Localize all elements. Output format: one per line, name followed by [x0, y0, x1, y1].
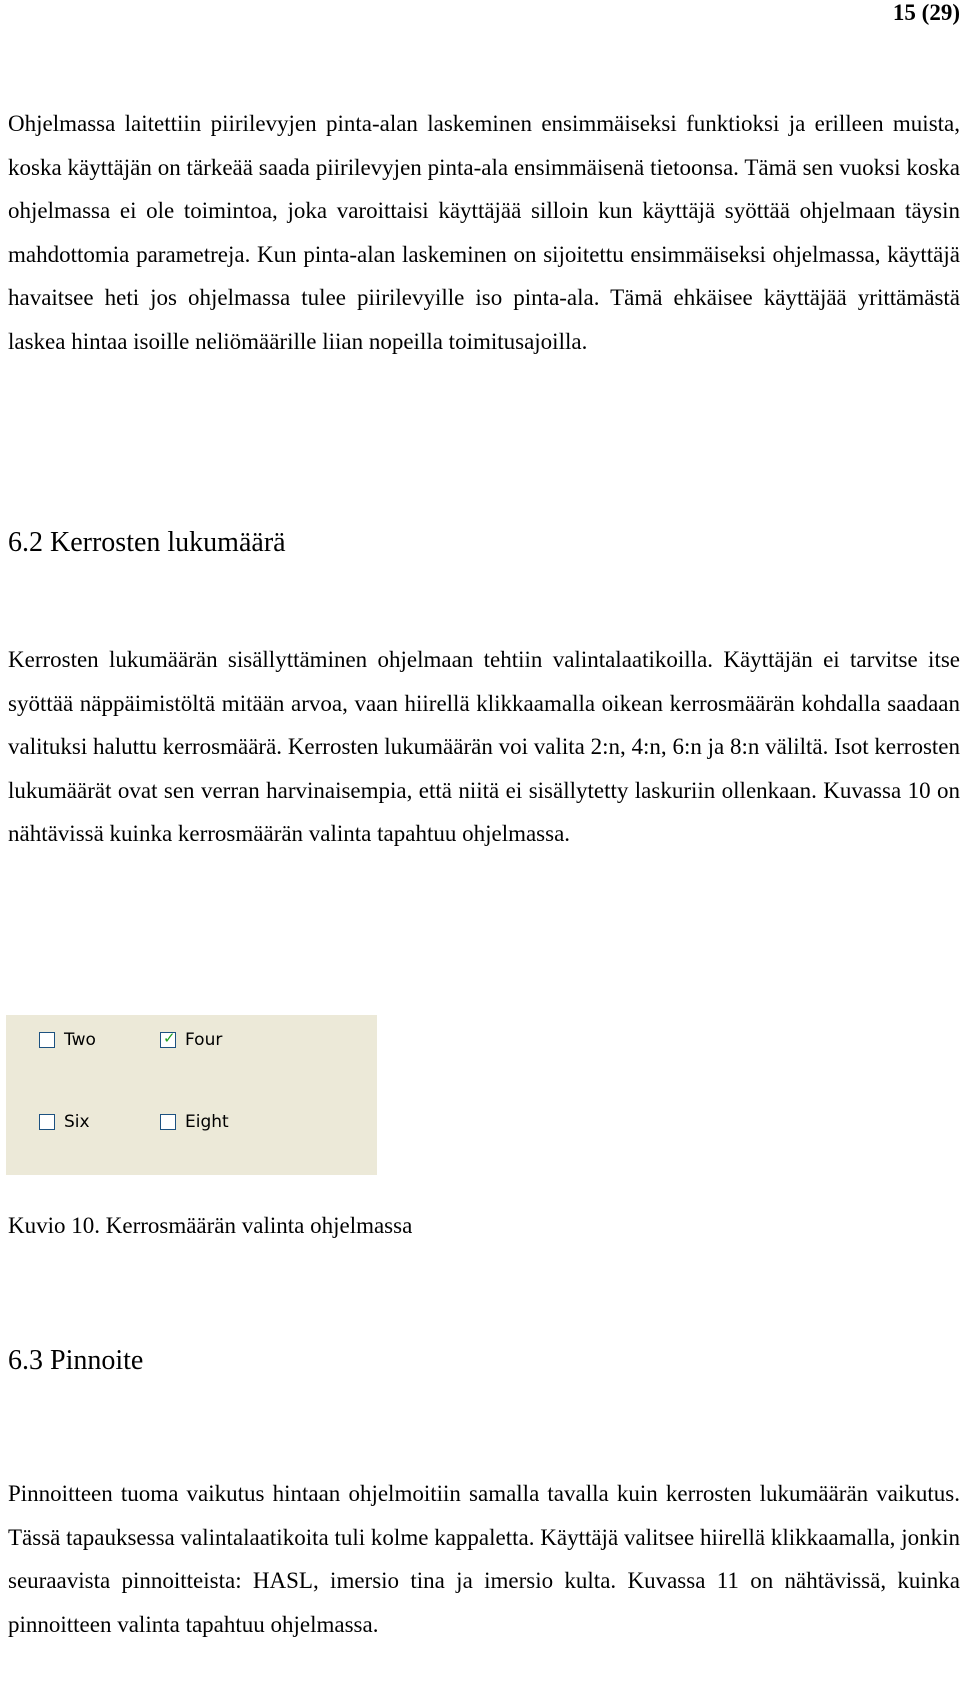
checkbox-label-six: Six [64, 1112, 90, 1132]
checkbox-label-four: Four [185, 1030, 223, 1050]
checkmark-icon: ✓ [163, 1029, 176, 1047]
paragraph-intro: Ohjelmassa laitettiin piirilevyjen pinta-alan laskeminen ensimmäiseksi funktioksi ja erilleen muista, koska käyttäjän on tärkeää saada piirilevyjen pinta-ala ensimmäisenä tietoonsa. Tämä sen vuoksi koska ohjelmassa ei ole toimintoa, joka varoittaisi käyttäjää silloin kun käyttäjä syöttää ohjelmaan täysin mahdottomia parametreja. Kun pinta-alan laskeminen on sijoitettu ensimmäiseksi ohjelmassa, käyttäjä havaitsee heti jos ohjelmassa tulee piirilevyille iso pinta-ala. Tämä ehkäisee käyttäjää yrittämästä laskea hintaa isoille neliömäärille liian nopeilla toimitusajoilla. [8, 111, 960, 354]
paragraph-layer-count: Kerrosten lukumäärän sisällyttäminen ohjelmaan tehtiin valintalaatikoilla. Käyttäjän ei tarvitse itse syöttää näppäimistöltä mitään arvoa, vaan hiirellä klikkaamalla oikean kerrosmäärän kohdalla saadaan valituksi haluttu kerrosmäärä. Kerrosten lukumäärän voi valita 2:n, 4:n, 6:n ja 8:n väliltä. Isot kerrosten lukumäärät ovat sen verran harvinaisempia, että niitä ei sisällytetty laskuriin ollenkaan. Kuvassa 10 on nähtävissä kuinka kerrosmäärän valinta tapahtuu ohjelmassa. [8, 647, 960, 846]
checkbox-two[interactable] [39, 1030, 96, 1050]
checkbox-box-six[interactable] [39, 1114, 55, 1130]
figure-caption: Kuvio 10. Kerrosmäärän valinta ohjelmassa [8, 1213, 413, 1238]
checkbox-eight[interactable] [160, 1112, 229, 1132]
page-number: 15 (29) [892, 0, 960, 25]
layer-selection-figure [6, 1015, 377, 1175]
checkbox-box-eight[interactable] [160, 1114, 176, 1130]
checkbox-four[interactable] [160, 1030, 222, 1050]
checkbox-box-two[interactable] [39, 1032, 55, 1048]
checkbox-label-two: Two [64, 1030, 96, 1050]
section-heading-6-3: 6.3 Pinnoite [8, 1345, 144, 1376]
checkbox-six[interactable] [39, 1112, 90, 1132]
paragraph-coating: Pinnoitteen tuoma vaikutus hintaan ohjelmoitiin samalla tavalla kuin kerrosten lukumäärän vaikutus. Tässä tapauksessa valintalaatikoita tuli kolme kappaletta. Käyttäjä valitsee hiirellä klikkaamalla, jonkin seuraavista pinnoitteista: HASL, imersio tina ja imersio kulta. Kuvassa 11 on nähtävissä, kuinka pinnoitteen valinta tapahtuu ohjelmassa. [8, 1481, 960, 1637]
section-heading-6-2: 6.2 Kerrosten lukumäärä [8, 527, 286, 558]
checkbox-box-four[interactable] [160, 1029, 176, 1048]
checkbox-label-eight: Eight [185, 1112, 229, 1132]
